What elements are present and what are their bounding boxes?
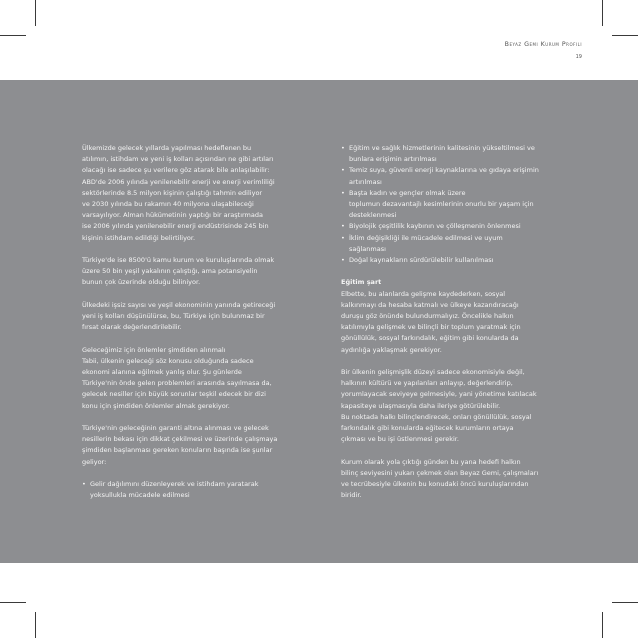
paragraph: Türkiye'de ise 8500'ü kamu kurum ve kuruluşlarında olmak üzere 50 bin yeşil yakalının çalıştığı, ama potansiyelin bunun çok üzerinde olduğu biliniyor. [82,256,275,287]
list-item: • Başta kadın ve gençler olmak üzere toplumun dezavantajlı kesimlerinin onurlu bir yaşam için desteklenmesi [341,188,591,222]
list-item: • Gelir dağılımını düzenleyerek ve istihdam yaratarak yoksullukla mücadele edilmesi [82,479,332,501]
list-item: • İklim değişikliği ile mücadele edilmesi ve uyum sağlanması [341,233,591,255]
list-item: • Eğitim ve sağlık hizmetlerinin kalitesinin yükseltilmesi ve bunlara erişimin artırılması [341,143,591,165]
list-item: • Doğal kaynakların sürdürülebilir kullanılması [341,255,591,266]
paragraph: Ülkedeki işsiz sayısı ve yeşil ekonominin yanında getireceği yeni iş kolları düşünülürse, bu, Türkiye için bulunmaz bir fırsat olarak değerlendirilebilir. [82,300,276,332]
page-number: 19 [575,54,582,60]
paragraph: Ülkemizde gelecek yıllarda yapılması hedeflenen bu atılımın, istihdam ve yeni iş kolları açısından ne gibi artıları olacağı ise sadece şu verilere göz atarak bile anlaşılabilir: ABD'de 2006 yılında yenilenebilir enerji ve enerji verimliliği sektörlerinde 8.5 milyon kişinin çalıştığı tahmin ediliyor ve 2030 yılında bu rakamın 40 milyona ulaşabileceği varsayılıyor. Alman hükümetinin yaptığı bir araştırmada ise 2006 yılında yenilenebilir enerji endüstrisinde 245 bin kişinin istihdam edildiği belirtiliyor. [82,144,275,242]
list-item: • Temiz suya, güvenli enerji kaynaklarına ve gıdaya erişimin artırılması [341,165,591,187]
bullet-list [341,143,591,266]
list-item: • Biyolojik çeşitlilik kaybının ve çölleşmenin önlenmesi [341,221,591,232]
bullet-list [82,479,332,501]
paragraph: Geleceğimiz için önlemler şimdiden alınmalı Tabii, ülkenin geleceği söz konusu olduğunda sadece ekonomi alanına eğilmek yanlış olur. Şu günlerde Türkiye'nin önde gelen problemleri arasında sayılmasa da, gelecek nesiller için büyük sorunlar teşkil edecek bir dizi konu için şimdiden önlemler almak gerekiyor. [82,345,272,410]
header-title: Beyaz Gemi Kurum Profili [504,41,582,48]
left-column [82,143,332,513]
paragraph: Bir ülkenin gelişmişlik düzeyi sadece ekonomisiyle değil, halkının kültürü ve yapılanları anlayıp, değerlendirip, yorumlayacak seviyeye gelmesiyle, yani yönetime katılacak kapasiteye ulaşmasıyla daha ileriye götürülebilir. Bu noktada halkı bilinçlendirecek, onları gönüllülük, sosyal farkındalık gibi konularda eğitecek kurumların ortaya çıkması ve bu işi üstlenmesi gerekir. [341,368,537,444]
paragraph: Elbette, bu alanlarda gelişme kaydederken, sosyal kalkınmayı da hesaba katmalı ve ülkeye kazandıracağı duruşu göz önünde bulundurmalıyız. Öncelikle halkın katılımıyla gelişmek ve bilinçli bir toplum yaratmak için gönüllülük, sosyal farkındalık, eğitim gibi konularda da aydınlığa yaklaşmak gerekiyor. [341,289,521,354]
crop-mark [602,0,603,26]
crop-mark [35,612,36,638]
paragraph: Türkiye'nin geleceğinin garanti altına alınması ve gelecek nesillerin bekası için dikkat çekilmesi ve üzerinde çalışmaya şimdiden başlanması gereken konuların başında ise şunlar geliyor: [82,424,278,466]
crop-mark [612,602,638,603]
crop-mark [35,0,36,26]
section-heading: Eğitim şart [341,278,382,287]
crop-mark [0,602,26,603]
paragraph: Kurum olarak yola çıktığı günden bu yana hedefi halkın bilinç seviyesini yukarı çekmek olan Beyaz Gemi, çalışmaları ve tecrübesiyle ülkenin bu konudaki öncü kuruluşlarından biridir. [341,457,539,500]
crop-mark [612,35,638,36]
crop-mark [602,612,603,638]
right-column [341,143,591,513]
crop-mark [0,35,26,36]
